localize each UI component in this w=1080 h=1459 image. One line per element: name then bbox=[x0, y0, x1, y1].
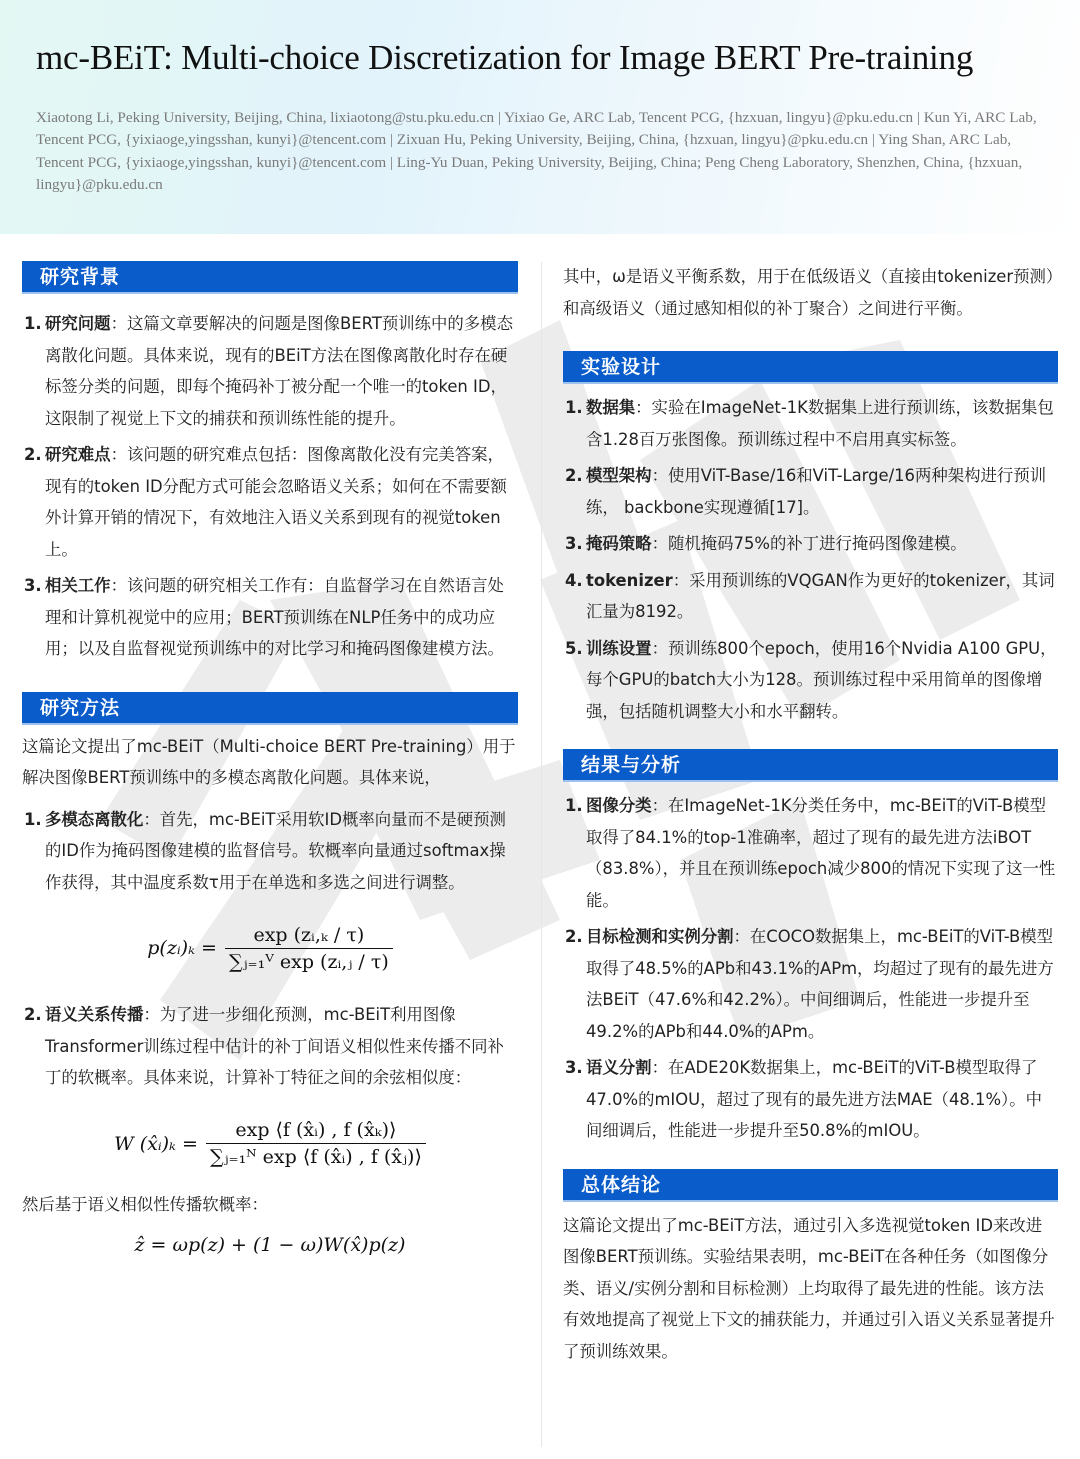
list-item: 1. 多模态离散化：首先，mc-BEiT采用软ID概率向量而不是硬预测的ID作为掩码图像建模的监督信号。软概率向量通过softmax操作获得，其中温度系数τ用于在单选和多选之间进行调整。 bbox=[24, 809, 506, 892]
item-label: 研究难点 bbox=[45, 445, 111, 464]
list-item: 2. 研究难点：该问题的研究难点包括：图像离散化没有完美答案，现有的token ID分配方式可能会忽略语义关系；如何在不需要额外计算开销的情况下，有效地注入语义关系到现有的视觉token上。 bbox=[24, 445, 507, 559]
list-item: 2. 模型架构：使用ViT-Base/16和ViT-Large/16两种架构进行预训练， backbone实现遵循[17]。 bbox=[565, 466, 1047, 517]
formula-propagation: ẑ = ωp(z) + (1 − ω)W(x̂)p(z) bbox=[134, 1234, 406, 1256]
section-heading: 总体结论 bbox=[563, 1169, 1058, 1202]
item-label: 语义分割 bbox=[586, 1058, 652, 1077]
list-item: 2. 目标检测和实例分割：在COCO数据集上，mc-BEiT的ViT-B模型取得了48.5%的APb和43.1%的APm，均超过了现有的最先进方法BEiT（47.6%和42.2%）。中间细调后，性能进一步提升至49.2%的APb和44.0%的APm。 bbox=[565, 927, 1054, 1041]
item-label: 图像分类 bbox=[586, 796, 652, 815]
item-label: 研究问题 bbox=[45, 314, 111, 333]
item-label: 语义关系传播 bbox=[45, 1005, 144, 1024]
item-text: ：该问题的研究相关工作有：自监督学习在自然语言处理和计算机视觉中的应用；BERT预训练在NLP任务中的成功应用；以及自监督视觉预训练中的对比学习和掩码图像建模方法。 bbox=[45, 576, 504, 658]
method-intro: 这篇论文提出了mc-BEiT（Multi-choice BERT Pre-training）用于解决图像BERT预训练中的多模态离散化问题。具体来说， bbox=[22, 736, 516, 787]
list-item: 5. 训练设置：预训练800个epoch，使用16个Nvidia A100 GPU，每个GPU的batch大小为128。预训练过程中采用简单的图像增强，包括随机调整大小和水平翻转。 bbox=[565, 638, 1057, 721]
item-text: ：实验在ImageNet-1K数据集上进行预训练，该数据集包含1.28百万张图像。预训练过程中不启用真实标签。 bbox=[586, 398, 1054, 449]
section-conclusion bbox=[563, 1169, 1058, 1368]
item-text: ：这篇文章要解决的问题是图像BERT预训练中的多模态离散化问题。具体来说，现有的BEiT方法在图像离散化时存在硬标签分类的问题，即每个掩码补丁被分配一个唯一的token ID，这限制了视觉上下文的捕获和预训练性能的提升。 bbox=[45, 314, 513, 428]
item-label: 数据集 bbox=[586, 398, 636, 417]
background-list bbox=[22, 308, 518, 665]
experiment-list bbox=[563, 392, 1058, 727]
item-text: ：在ADE20K数据集上，mc-BEiT的ViT-B模型取得了47.0%的mIOU，超过了现有的最先进方法MAE（48.1%）。中间细调后，性能进一步提升至50.8%的mIOU。 bbox=[586, 1058, 1042, 1140]
author-list: Xiaotong Li, Peking University, Beijing, China, lixiaotong@stu.pku.edu.cn | Yixiao Ge, ARC Lab, Tencent PCG, {hzxuan, lingyu}@pku.edu.cn | Kun Yi, ARC Lab, Tencent PCG, {yixiaoge,yingsshan, kunyi}@tencent.com | Zixuan Hu, Peking University, Beijing, China, {hzxuan, lingyu}@pku.edu.cn | Ying Shan, ARC Lab, Tencent PCG, {yixiaoge,yingsshan, kunyi}@tencent.com | Ling-Yu Duan, Peking University, Beijing, China; Peng Cheng Laboratory, Shenzhen, China, {hzxuan, lingyu}@pku.edu.cn bbox=[36, 109, 1037, 194]
list-item: 1. 数据集：实验在ImageNet-1K数据集上进行预训练，该数据集包含1.28百万张图像。预训练过程中不启用真实标签。 bbox=[565, 398, 1054, 449]
method-list-2 bbox=[22, 999, 518, 1094]
section-heading: 研究背景 bbox=[22, 261, 518, 294]
item-label: 相关工作 bbox=[45, 576, 111, 595]
item-text: ：随机掩码75%的补丁进行掩码图像建模。 bbox=[651, 534, 967, 553]
item-label: tokenizer bbox=[586, 570, 673, 590]
item-text: ：在COCO数据集上，mc-BEiT的ViT-B模型取得了48.5%的APb和43.1%的APm，均超过了现有的最先进方法BEiT（47.6%和42.2%）。中间细调后，性能进一步提升至49.2%的APb和44.0%的APm。 bbox=[586, 927, 1054, 1041]
method-after-text: 然后基于语义相似性传播软概率： bbox=[22, 1194, 268, 1214]
list-item: 3. 掩码策略：随机掩码75%的补丁进行掩码图像建模。 bbox=[565, 534, 967, 553]
item-text: ：为了进一步细化预测，mc-BEiT利用图像Transformer训练过程中估计的补丁间语义相似性来传播不同补丁的软概率。具体来说，计算补丁特征之间的余弦相似度： bbox=[45, 1005, 504, 1087]
column-divider bbox=[541, 262, 542, 1447]
section-method bbox=[22, 692, 518, 1271]
list-item: 1. 研究问题：这篇文章要解决的问题是图像BERT预训练中的多模态离散化问题。具体来说，现有的BEiT方法在图像离散化时存在硬标签分类的问题，即每个掩码补丁被分配一个唯一的token ID，这限制了视觉上下文的捕获和预训练性能的提升。 bbox=[24, 314, 513, 428]
results-list bbox=[563, 790, 1058, 1147]
section-heading: 结果与分析 bbox=[563, 749, 1058, 782]
paper-title: mc-BEiT: Multi-choice Discretization for Image BERT Pre-training bbox=[36, 38, 974, 77]
left-column bbox=[22, 261, 518, 1270]
item-text: ：预训练800个epoch，使用16个Nvidia A100 GPU，每个GPU的batch大小为128。预训练过程中采用简单的图像增强，包括随机调整大小和水平翻转。 bbox=[586, 638, 1057, 721]
section-heading: 研究方法 bbox=[22, 692, 518, 725]
item-text: ：在ImageNet-1K分类任务中，mc-BEiT的ViT-B模型取得了84.1%的top-1准确率，超过了现有的最先进方法iBOT（83.8%），并且在预训练epoch减少800的情况下实现了这一性能。 bbox=[586, 796, 1056, 910]
item-text: ：该问题的研究难点包括：图像离散化没有完美答案，现有的token ID分配方式可能会忽略语义关系；如何在不需要额外计算开销的情况下，有效地注入语义关系到现有的视觉token上。 bbox=[45, 445, 507, 559]
omega-text: 其中，ω是语义平衡系数，用于在低级语义（直接由tokenizer预测）和高级语义（通过感知相似的补丁聚合）之间进行平衡。 bbox=[563, 267, 1055, 318]
list-item: 1. 图像分类：在ImageNet-1K分类任务中，mc-BEiT的ViT-B模型取得了84.1%的top-1准确率，超过了现有的最先进方法iBOT（83.8%），并且在预训练epoch减少800的情况下实现了这一性能。 bbox=[565, 796, 1056, 910]
list-item: 3. 语义分割：在ADE20K数据集上，mc-BEiT的ViT-B模型取得了47.0%的mIOU，超过了现有的最先进方法MAE（48.1%）。中间细调后，性能进一步提升至50.8%的mIOU。 bbox=[565, 1058, 1042, 1140]
right-column bbox=[563, 261, 1058, 1367]
item-label: 模型架构 bbox=[586, 466, 652, 485]
item-label: 训练设置 bbox=[586, 638, 652, 658]
paper-header bbox=[0, 0, 1080, 234]
item-label: 多模态离散化 bbox=[45, 809, 144, 829]
method-list bbox=[22, 804, 518, 899]
item-text: ：采用预训练的VQGAN作为更好的tokenizer，其词汇量为8192。 bbox=[586, 570, 1055, 621]
list-item: 3. 相关工作：该问题的研究相关工作有：自监督学习在自然语言处理和计算机视觉中的应用；BERT预训练在NLP任务中的成功应用；以及自监督视觉预训练中的对比学习和掩码图像建模方法。 bbox=[24, 576, 504, 658]
item-text: ：首先，mc-BEiT采用软ID概率向量而不是硬预测的ID作为掩码图像建模的监督信号。软概率向量通过softmax操作获得，其中温度系数τ用于在单选和多选之间进行调整。 bbox=[45, 809, 506, 892]
section-results bbox=[563, 749, 1058, 1147]
item-label: 掩码策略 bbox=[586, 534, 652, 553]
item-text: ：使用ViT-Base/16和ViT-Large/16两种架构进行预训练， backbone实现遵循[17]。 bbox=[586, 466, 1047, 517]
formula-similarity: W (x̂ᵢ)ₖ = $\frac{\text{exp ⟨f (x̂ᵢ) , f (x̂ₖ)⟩}}{\text{∑ⱼ₌₁ᴺ exp ⟨f (x̂ᵢ) , f (x̂ⱼ)⟩}}$ bbox=[22, 1099, 518, 1189]
list-item: 4. tokenizer：采用预训练的VQGAN作为更好的tokenizer，其词汇量为8192。 bbox=[565, 570, 1055, 621]
formula-softmax: p(zᵢ)ₖ = $\frac{\text{exp (zᵢ,ₖ / τ)}}{\text{∑ⱼ₌₁ⱽ exp (zᵢ,ⱼ / τ)}}$ bbox=[22, 903, 518, 993]
conclusion-text: 这篇论文提出了mc-BEiT方法，通过引入多选视觉token ID来改进图像BERT预训练。实验结果表明，mc-BEiT在各种任务（如图像分类、语义/实例分割和目标检测）上均取得了最先进的性能。该方法有效地提高了视觉上下文的捕获能力，并通过引入语义关系显著提升了预训练效果。 bbox=[563, 1215, 1055, 1361]
section-heading: 实验设计 bbox=[563, 351, 1058, 384]
item-label: 目标检测和实例分割 bbox=[586, 927, 734, 946]
section-experiment bbox=[563, 351, 1058, 727]
list-item: 2. 语义关系传播：为了进一步细化预测，mc-BEiT利用图像Transformer训练过程中估计的补丁间语义相似性来传播不同补丁的软概率。具体来说，计算补丁特征之间的余弦相似度： bbox=[24, 1005, 504, 1087]
section-background bbox=[22, 261, 518, 665]
